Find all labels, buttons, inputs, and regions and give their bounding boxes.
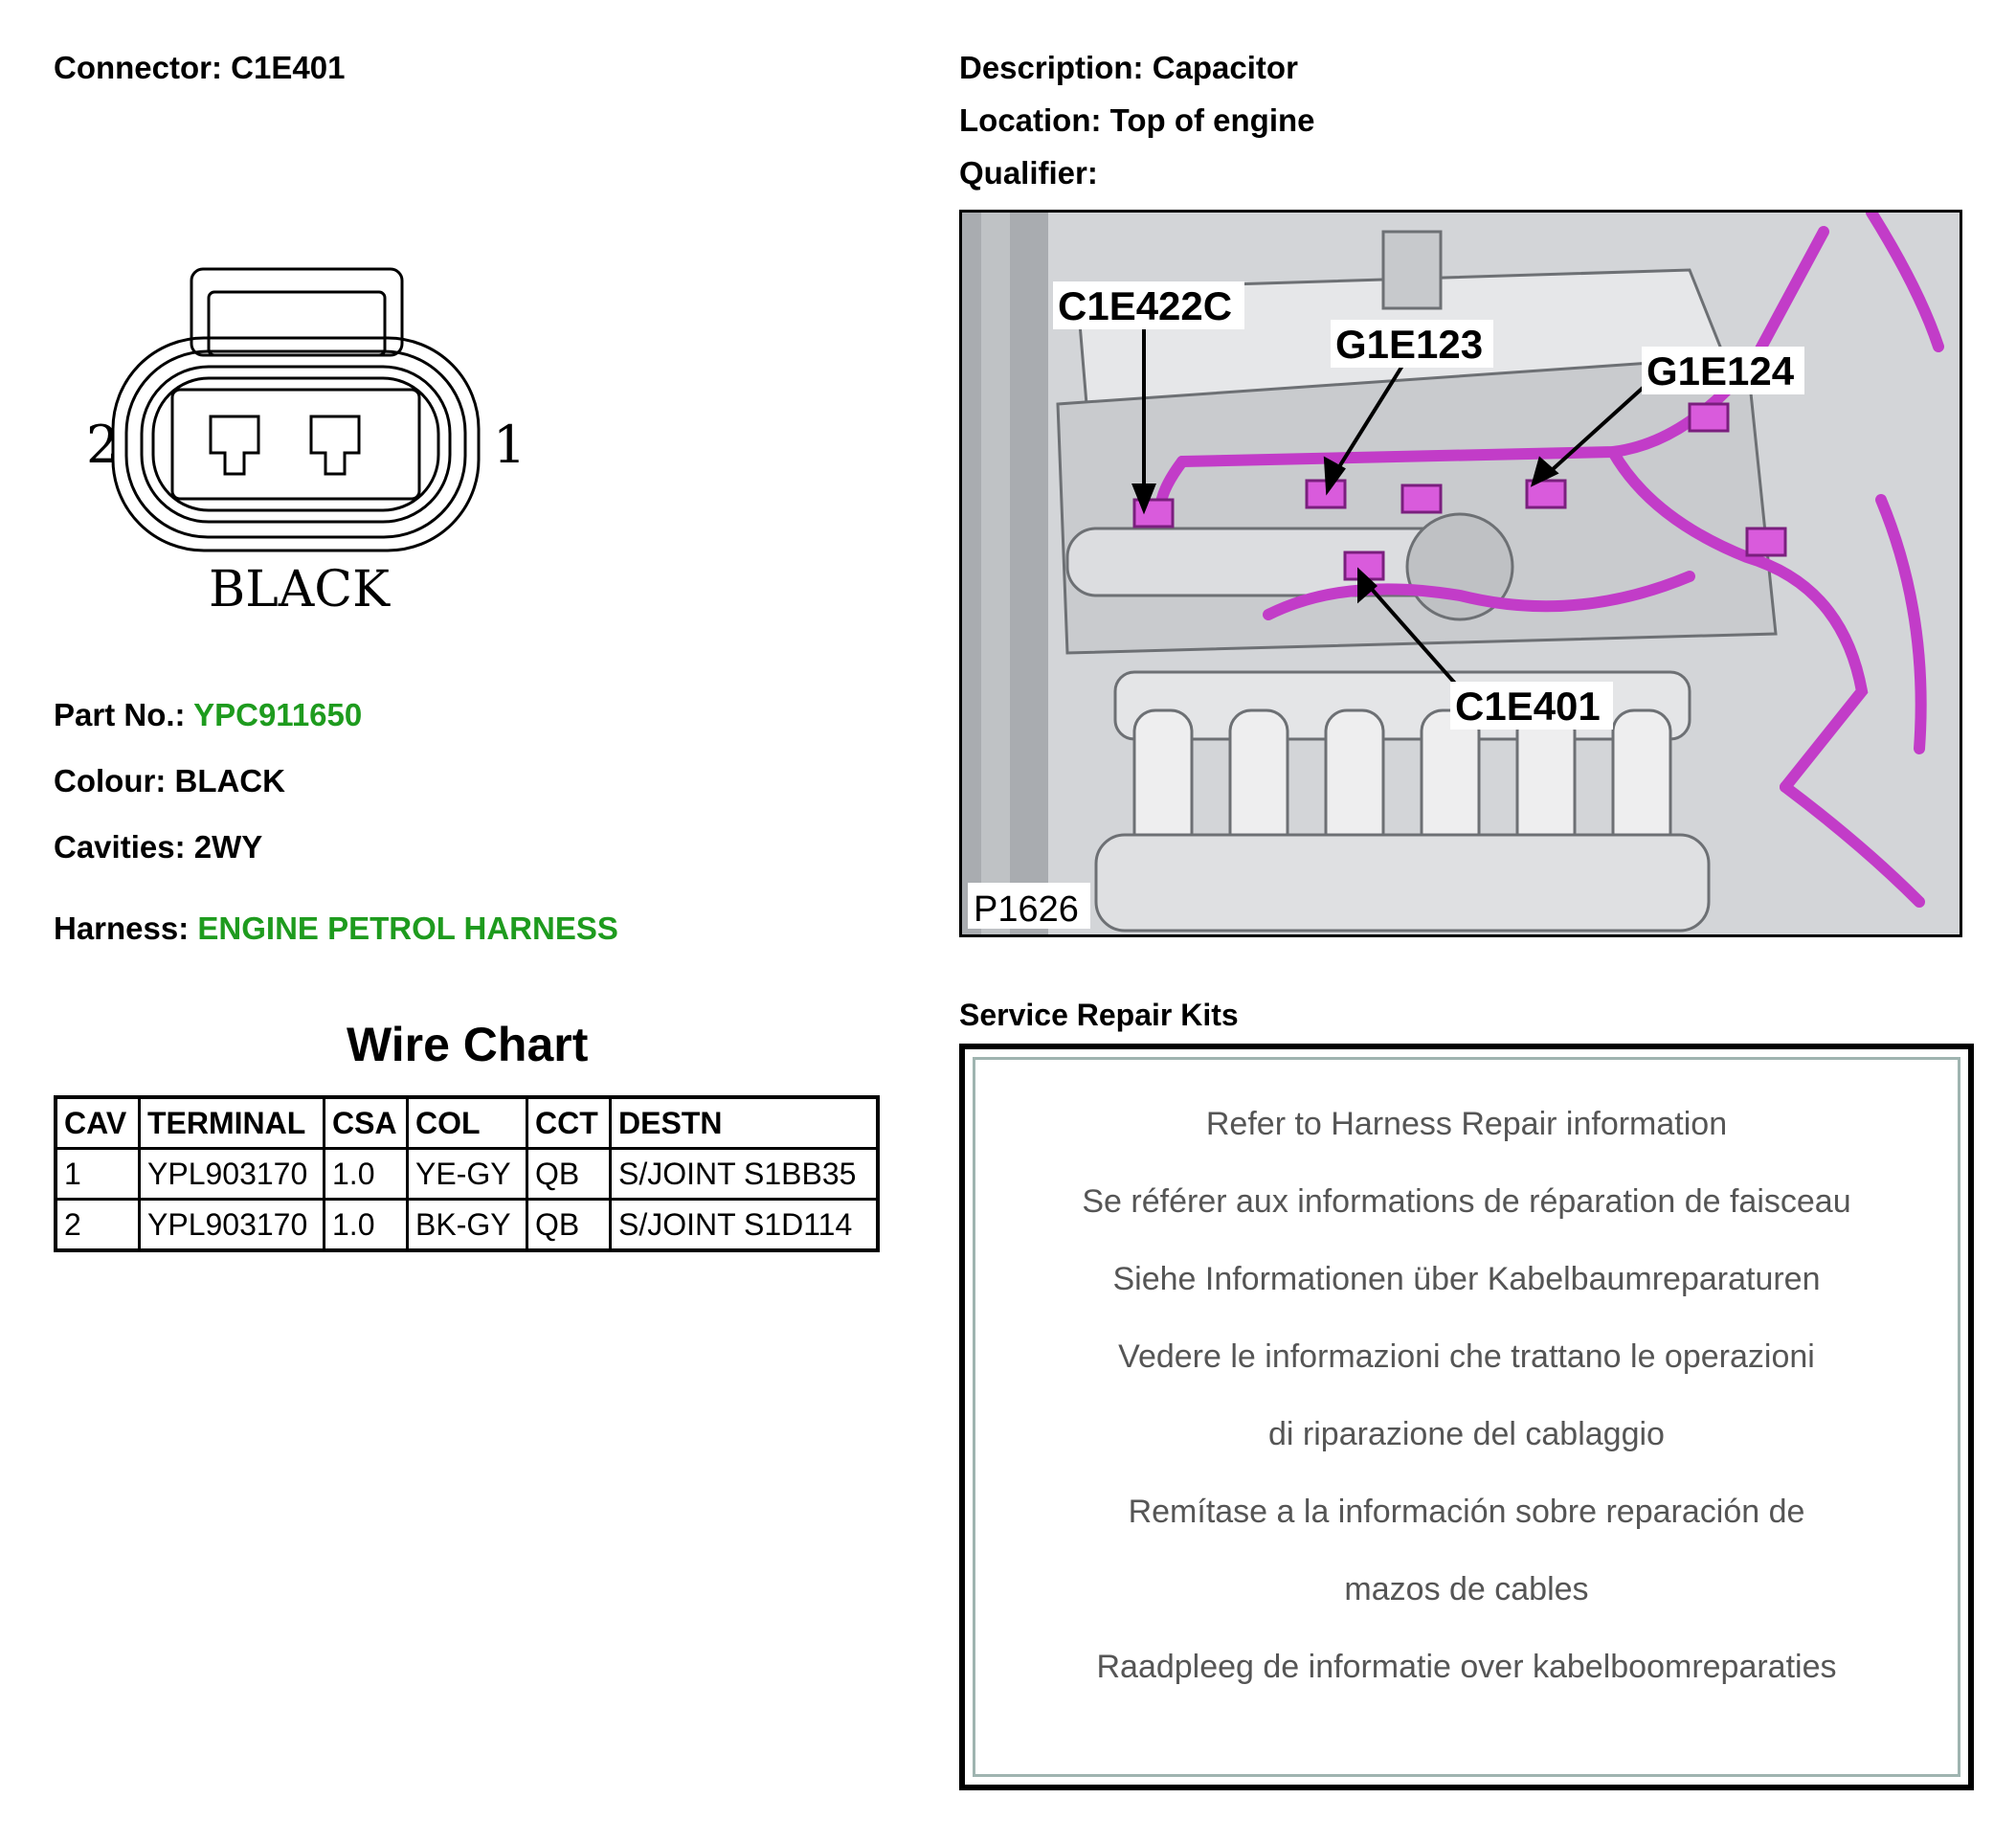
service-repair-box bbox=[959, 1044, 1974, 1790]
harness-label: Harness: bbox=[54, 910, 190, 946]
callout-c1e422c: C1E422C bbox=[1058, 283, 1233, 328]
repair-line-nl: Raadpleeg de informatie over kabelboomreparaties bbox=[1096, 1649, 1837, 1685]
colour bbox=[54, 763, 285, 799]
callout-g1e123: G1E123 bbox=[1335, 322, 1484, 367]
wire-chart-table bbox=[54, 1095, 880, 1252]
connector-body-outer bbox=[113, 338, 479, 551]
description-value: Capacitor bbox=[1152, 50, 1298, 85]
cell-destn: S/JOINT S1BB35 bbox=[611, 1149, 879, 1200]
qualifier bbox=[959, 155, 1098, 191]
qualifier-label: Qualifier: bbox=[959, 155, 1098, 191]
harness bbox=[54, 910, 618, 947]
harness-value[interactable]: ENGINE PETROL HARNESS bbox=[197, 910, 618, 946]
service-repair-title: Service Repair Kits bbox=[959, 998, 1239, 1032]
col-cav: CAV bbox=[56, 1097, 140, 1149]
cavities-label: Cavities: bbox=[54, 829, 186, 865]
cavity-1 bbox=[311, 416, 359, 474]
cavities-value: 2WY bbox=[193, 829, 263, 865]
location bbox=[959, 102, 1315, 139]
cavity-2 bbox=[211, 416, 258, 474]
pin-right-number: 1 bbox=[493, 415, 526, 475]
cell-cct: QB bbox=[527, 1200, 611, 1251]
callout-c1e401: C1E401 bbox=[1455, 684, 1601, 729]
connector-value: C1E401 bbox=[231, 50, 346, 85]
colour-label: Colour: bbox=[54, 763, 167, 798]
table-row bbox=[56, 1200, 878, 1251]
wire-chart-title: Wire Chart bbox=[347, 1018, 589, 1071]
part-label: Part No.: bbox=[54, 697, 186, 732]
connector-latch bbox=[191, 269, 402, 355]
cell-col: YE-GY bbox=[408, 1149, 527, 1200]
connector-face-diagram bbox=[67, 263, 546, 627]
cell-csa: 1.0 bbox=[325, 1149, 408, 1200]
col-cct: CCT bbox=[527, 1097, 611, 1149]
cell-terminal: YPL903170 bbox=[140, 1200, 325, 1251]
col-csa: CSA bbox=[325, 1097, 408, 1149]
photo-code: P1626 bbox=[974, 889, 1079, 930]
repair-line-fr: Se référer aux informations de réparation de faisceau bbox=[1082, 1183, 1851, 1220]
repair-line-it-1: Vedere le informazioni che trattano le operazioni bbox=[1118, 1338, 1815, 1375]
location-label: Location: bbox=[959, 102, 1102, 138]
cell-col: BK-GY bbox=[408, 1200, 527, 1251]
cavities bbox=[54, 829, 262, 865]
cell-destn: S/JOINT S1D114 bbox=[611, 1200, 879, 1251]
part-value[interactable]: YPC911650 bbox=[193, 697, 363, 732]
part-number bbox=[54, 697, 362, 733]
cell-csa: 1.0 bbox=[325, 1200, 408, 1251]
pin-left-number: 2 bbox=[86, 415, 120, 475]
service-repair-inner bbox=[973, 1057, 1960, 1777]
col-terminal: TERMINAL bbox=[140, 1097, 325, 1149]
cell-cav: 2 bbox=[56, 1200, 140, 1251]
col-col: COL bbox=[408, 1097, 527, 1149]
description bbox=[959, 50, 1298, 86]
table-header-row bbox=[56, 1097, 878, 1149]
colour-value: BLACK bbox=[174, 763, 285, 798]
connector-colour-caption: BLACK bbox=[209, 561, 390, 618]
connector-label: Connector: bbox=[54, 50, 222, 85]
description-label: Description: bbox=[959, 50, 1144, 85]
repair-line-en: Refer to Harness Repair information bbox=[1205, 1106, 1728, 1142]
engine-location-photo bbox=[959, 210, 1962, 937]
repair-line-de: Siehe Informationen über Kabelbaumreparaturen bbox=[1112, 1261, 1821, 1297]
cell-cav: 1 bbox=[56, 1149, 140, 1200]
cell-cct: QB bbox=[527, 1149, 611, 1200]
callout-g1e124: G1E124 bbox=[1646, 348, 1795, 393]
table-row bbox=[56, 1149, 878, 1200]
location-value: Top of engine bbox=[1109, 102, 1315, 138]
repair-line-es-2: mazos de cables bbox=[1344, 1571, 1589, 1607]
col-destn: DESTN bbox=[611, 1097, 879, 1149]
cell-terminal: YPL903170 bbox=[140, 1149, 325, 1200]
connector-id bbox=[54, 50, 345, 86]
repair-line-it-2: di riparazione del cablaggio bbox=[1268, 1416, 1665, 1452]
repair-line-es-1: Remítase a la información sobre reparación de bbox=[1128, 1494, 1805, 1530]
